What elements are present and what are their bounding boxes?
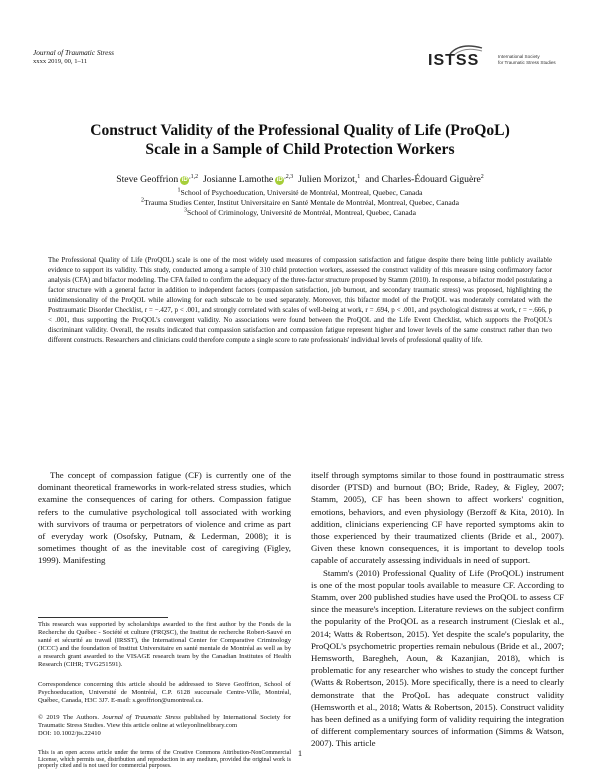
license-note: This is an open access article under the terms of the Creative Commons Attribution-NonCommercial License, which permits use, distribution and reproduction in any medium, provided the original work is properly cited and is not used for commercial purposes. (38, 750, 291, 769)
logo-subtitle: International Society for Traumatic Stress Studies (498, 54, 556, 65)
page-number: 1 (297, 748, 303, 758)
affiliation: $^2$Trauma Studies Center, Institut Universitaire en Santé Mentale de Montréal, Montreal, Quebec, Canada (141, 197, 459, 207)
copyright-note: © 2019 The Authors. Journal of Traumatic Stress published by International Society for Traumatic Stress Studies. View this article online at wileyonlinelibrary.com DOI: 10.1002/jts.22410 (38, 714, 291, 737)
body-paragraph: The concept of compassion fatigue (CF) is currently one of the dominant theoretical frameworks in work-related stress studies, which examine the consequences of caring for others. Compassion fatigue refers to the cumulative psychological toll associated with working with survivors of trauma or perpetrators of violence and crime as part of everyday work (Osofsky, Putnam, & Lederman, 2008); it is sometimes thought of as the inevitable cost of caregiving (Figley, 1999). Manifesting (38, 470, 291, 566)
footnote-rule (38, 617, 168, 618)
abstract: The Professional Quality of Life (ProQOL) scale is one of the most widely used measures of compassion satisfaction and fatigue despite there being little publicly available evidence to support its validity. This study, conducted among a sample of 310 child protection workers, assessed the construct validity of this measure using confirmatory factor analysis (CFA) and bifactor modeling. The CFA failed to confirm the adequacy of the three-factor structure proposed by Stamm (2010). In response, a bifactor model postulating a factor structure with a general factor in addition to independent factors (compassion satisfaction, job burnout, and secondary traumatic stress) was proposed, highlighting the unidimensionality of the ProQOL while allowing for each subscale to be used separately. Moreover, this bifactor model of the ProQOL was moderately correlated with the Posttraumatic Disorder Checklist, r = −.427, p < .001, and strongly correlated with scales of well-being at work, r = .694, p < .001, and psychological distress at work, r = −.666, p < .001, thus supporting the ProQOL's convergent validity. No associations were found between the ProQOL and the Life Event Checklist, which supports the ProQOL's discriminant validity. Overall, the results indicated that compassion satisfaction and compassion fatigue represent higher and lower levels of the same construct rather than two different constructs. Researchers and clinicians could therefore compute a single score to rate professionals' individual levels of professional quality of life. (48, 256, 552, 344)
istss-logo (428, 40, 578, 80)
logo-text: ISTSS (428, 52, 480, 69)
author-name: Steve Geoffrion (116, 174, 179, 185)
body-paragraph: Stamm's (2010) Professional Quality of Life (ProQOL) instrument is one of the most popular tools available to measure CF. According to Stamm, over 200 published studies have used the ProQOL to assess CF since the measure's inception. Literature reviews on the subject confirm the popularity of the ProQOL as a research instrument (Cieslak et al., 2014; Watts & Robertson, 2015). Yet despite the scale's popularity, the ProQOL's psychometric properties remain nebulous (Bride et al., 2007; Hemsworth, Baregheh, Aoun, & Kazanjian, 2018), which is problematic for any researcher who wishes to study the concept further (Watts & Robertson, 2015). More specifically, there is a need to clearly demonstrate that the ProQoL has adequate construct validity (Hemsworth et al., 2018; Watts & Robertson, 2015). Construct validity has been defined as a unifying form of validity requiring the integration of different complementary sources of information (Simms & Watson, 2007). This article (311, 567, 564, 749)
orcid-icon[interactable]: iD (181, 177, 188, 183)
author-name: and Charles-Édouard Giguère (365, 174, 481, 185)
author-sup: ,2,3 (284, 173, 294, 180)
journal-name: Journal of Traumatic Stress (33, 48, 115, 57)
affiliation: $^1$School of Psychoeducation, Université de Montréal, Montreal, Quebec, Canada (177, 187, 423, 197)
author-sup: ,1,2 (189, 173, 199, 180)
author-sup: 1 (357, 173, 361, 180)
affiliation: $^3$School of Criminology, Université de Montréal, Montreal, Quebec, Canada (184, 207, 416, 217)
doi[interactable]: DOI: 10.1002/jts.22410 (38, 730, 101, 737)
funding-note: This research was supported by scholarships awarded to the first author by the Fonds de la Recherche du Québec - Société et culture (FRQSC), the Institut de recherche Robert-Sauvé en santé et sécurité au travail (IRSST), the International Center for Comparative Criminology (ICCC) and the foundation of Institut Universitaire en santé mentale de Montréal as well as by a research grant awarded to the VISAGE research team by the Canadian Institutes of Health Research (CIHR; TVG251591). (38, 621, 291, 668)
orcid-icon[interactable]: iD (276, 177, 283, 183)
author-name: Julien Morizot, (298, 174, 358, 185)
body-column-right (311, 469, 564, 750)
author-sup: 2 (480, 173, 484, 180)
correspondence-note: Correspondence concerning this article should be addressed to Steve Geoffrion, School of Psychoeducation, Université de Montréal, C.P. 6128 succursale Centre-Ville, Montréal, Québec, Canada, H3C 3J7. E-mail: s.geoffrion@umontreal.ca. (38, 681, 291, 704)
body-column-left (38, 469, 291, 567)
volume-info: xxxx 2019, 00, 1–11 (33, 58, 88, 65)
body-paragraph: itself through symptoms similar to those found in posttraumatic stress disorder (PTSD) and burnout (BO; Bride, Radey, & Figley, 2007; Stamm, 2005), CF has been shown to affect workers' cognition, emotions, behaviors, and even physiology (Berzoff & Kita, 2010). In addition, clinicians experiencing CF have reported symptoms akin to those experienced by their traumatized clients (Bride et al., 2007). Given these known consequences, it is important to develop tools capable of accurately assessing individuals in need of support. (311, 470, 564, 566)
author-name: Josianne Lamothe (203, 174, 274, 185)
author-list (30, 174, 570, 186)
article-title: Construct Validity of the Professional Quality of Life (ProQoL) Scale in a Sample of Child Protection Workers (90, 122, 510, 158)
